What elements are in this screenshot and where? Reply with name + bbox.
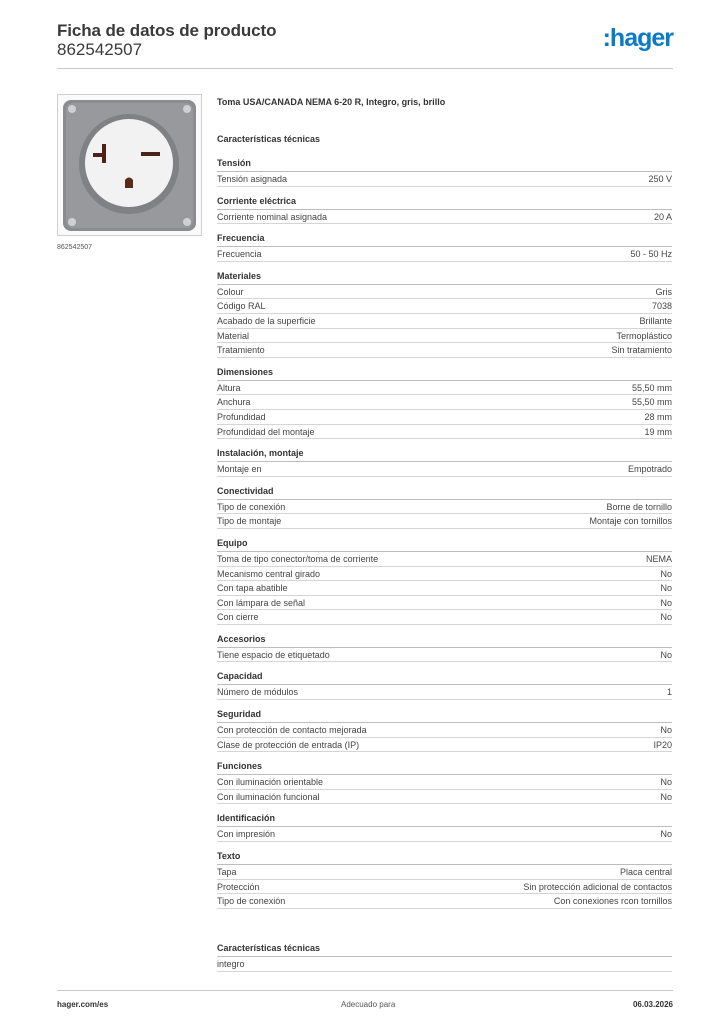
spec-group (217, 848, 672, 909)
spec-row (217, 552, 672, 567)
spec-row (217, 210, 672, 225)
spec-group-title: Tensión (217, 155, 672, 172)
spec-label: Mecanismo central girado (217, 568, 321, 579)
spec-row (217, 343, 672, 358)
spec-group-title: Instalación, montaje (217, 445, 672, 462)
spec-label: Protección (217, 881, 260, 892)
spec-label: Tapa (217, 867, 237, 878)
spec-value: No (660, 649, 672, 660)
spec-row (217, 285, 672, 300)
spec-group-title: Frecuencia (217, 230, 672, 247)
spec-row (217, 865, 672, 880)
product-title: Toma USA/CANADA NEMA 6-20 R, Integro, gris, brillo (217, 97, 446, 107)
bottom-rows (217, 957, 672, 972)
spec-value: Placa central (619, 867, 672, 878)
spec-group (217, 155, 672, 187)
spec-label: Tensión asignada (217, 174, 288, 184)
spec-group (217, 364, 672, 439)
spec-value: No (660, 777, 672, 788)
spec-row (217, 410, 672, 425)
spec-group-title: Funciones (217, 758, 672, 775)
spec-label: Profundidad (217, 411, 266, 422)
spec-value: IP20 (653, 739, 672, 750)
spec-row (217, 462, 672, 477)
spec-row (217, 880, 672, 895)
spec-group-title: Equipo (217, 535, 672, 552)
spec-row (217, 172, 672, 187)
spec-row (217, 775, 672, 790)
spec-label: Clase de protección de entrada (IP) (217, 739, 360, 750)
spec-value: 1 (666, 687, 672, 698)
spec-label: integro (217, 959, 245, 969)
spec-content (217, 92, 672, 909)
spec-row (217, 894, 672, 909)
product-image (57, 94, 202, 236)
spec-group (217, 706, 672, 752)
spec-label: Con impresión (217, 829, 276, 840)
spec-label: Tipo de conexión (217, 501, 286, 512)
spec-group (217, 535, 672, 625)
spec-group-title: Conectividad (217, 483, 672, 500)
spec-label: Tipo de montaje (217, 516, 282, 527)
spec-value: Empotrado (627, 464, 672, 475)
spec-row (217, 567, 672, 582)
spec-row (217, 610, 672, 625)
spec-value: Sin protección adicional de contactos (523, 881, 672, 892)
spec-row (217, 247, 672, 262)
spec-row (217, 500, 672, 515)
spec-label: Tipo de conexión (217, 896, 286, 907)
spec-group (217, 810, 672, 842)
spec-value: 55,50 mm (631, 382, 672, 393)
spec-row (217, 685, 672, 700)
spec-group (217, 668, 672, 700)
spec-label: Acabado de la superficie (217, 315, 316, 326)
spec-label: Material (217, 330, 250, 341)
spec-label: Montaje en (217, 464, 262, 475)
spec-row (217, 581, 672, 596)
spec-row (217, 514, 672, 529)
spec-label: Con cierre (217, 612, 259, 623)
spec-value: NEMA (645, 553, 672, 564)
spec-label: Profundidad del montaje (217, 426, 315, 437)
spec-group (217, 445, 672, 477)
product-code: 862542507 (57, 40, 143, 59)
spec-value: 28 mm (644, 411, 672, 422)
spec-value: Termoplástico (616, 330, 672, 341)
spec-label: Código RAL (217, 301, 266, 312)
spec-group-title: Seguridad (217, 706, 672, 723)
spec-value: Con conexiones rcon tornillos (553, 896, 672, 907)
spec-value: 55,50 mm (631, 397, 672, 408)
spec-group-title: Capacidad (217, 668, 672, 685)
page-footer (57, 990, 673, 1014)
spec-group (217, 193, 672, 225)
spec-label: Tiene espacio de etiquetado (217, 649, 330, 660)
spec-label: Altura (217, 382, 241, 393)
spec-group-title: Dimensiones (217, 364, 672, 381)
spec-label: Toma de tipo conector/toma de corriente (217, 553, 379, 564)
spec-row (217, 395, 672, 410)
section-heading: Características técnicas (217, 134, 321, 144)
spec-group-title: Corriente eléctrica (217, 193, 672, 210)
spec-value: No (660, 725, 672, 736)
spec-groups (217, 155, 672, 909)
footer-date: 06.03.2026 (632, 1000, 673, 1009)
image-caption: 862542507 (57, 244, 93, 251)
spec-group (217, 483, 672, 529)
bottom-section-heading: Características técnicas (217, 940, 672, 957)
spec-row (217, 299, 672, 314)
spec-group (217, 268, 672, 358)
spec-label: Colour (217, 286, 244, 297)
spec-row (217, 738, 672, 753)
hager-logo: :hager (602, 24, 673, 52)
spec-value: Gris (655, 286, 672, 297)
spec-row (217, 790, 672, 805)
spec-row (217, 314, 672, 329)
spec-row (217, 723, 672, 738)
spec-row (217, 329, 672, 344)
spec-value: 20 A (653, 211, 672, 222)
spec-value: Montaje con tornillos (589, 516, 672, 527)
spec-row (217, 425, 672, 440)
spec-value: 19 mm (644, 426, 672, 437)
spec-value: Brillante (639, 315, 672, 326)
footer-suitable-for: Adecuado para (341, 1000, 396, 1009)
spec-value: 7038 (651, 301, 672, 312)
document-title: Ficha de datos de producto (57, 21, 277, 40)
spec-row (217, 596, 672, 611)
spec-row (217, 957, 672, 972)
spec-row (217, 827, 672, 842)
spec-group (217, 758, 672, 804)
spec-row (217, 381, 672, 396)
spec-label: Tratamiento (217, 345, 265, 356)
bottom-spec-block (217, 940, 672, 972)
spec-value: No (660, 791, 672, 802)
spec-value: No (660, 597, 672, 608)
spec-group-title: Materiales (217, 268, 672, 285)
spec-label: Anchura (217, 397, 251, 408)
spec-row (217, 648, 672, 663)
spec-value: Borne de tornillo (606, 501, 672, 512)
socket-outlet-icon (63, 100, 196, 231)
spec-group (217, 230, 672, 262)
spec-label: Con tapa abatible (217, 583, 288, 594)
spec-value: No (660, 583, 672, 594)
spec-value: No (660, 568, 672, 579)
spec-value: No (660, 829, 672, 840)
spec-label: Número de módulos (217, 687, 299, 698)
spec-value: 250 V (648, 174, 672, 184)
spec-group-title: Texto (217, 848, 672, 865)
page-header (57, 21, 673, 69)
spec-label: Corriente nominal asignada (217, 211, 328, 222)
spec-group (217, 631, 672, 663)
spec-group-title: Accesorios (217, 631, 672, 648)
spec-label: Con protección de contacto mejorada (217, 725, 367, 736)
spec-value: Sin tratamiento (611, 345, 672, 356)
spec-label: Con iluminación orientable (217, 777, 324, 788)
footer-website: hager.com/es (57, 1000, 109, 1009)
spec-label: Con lámpara de señal (217, 597, 306, 608)
spec-value: No (660, 612, 672, 623)
spec-value: 50 - 50 Hz (630, 249, 672, 260)
spec-group-title: Identificación (217, 810, 672, 827)
spec-label: Frecuencia (217, 249, 262, 260)
spec-label: Con iluminación funcional (217, 791, 320, 802)
